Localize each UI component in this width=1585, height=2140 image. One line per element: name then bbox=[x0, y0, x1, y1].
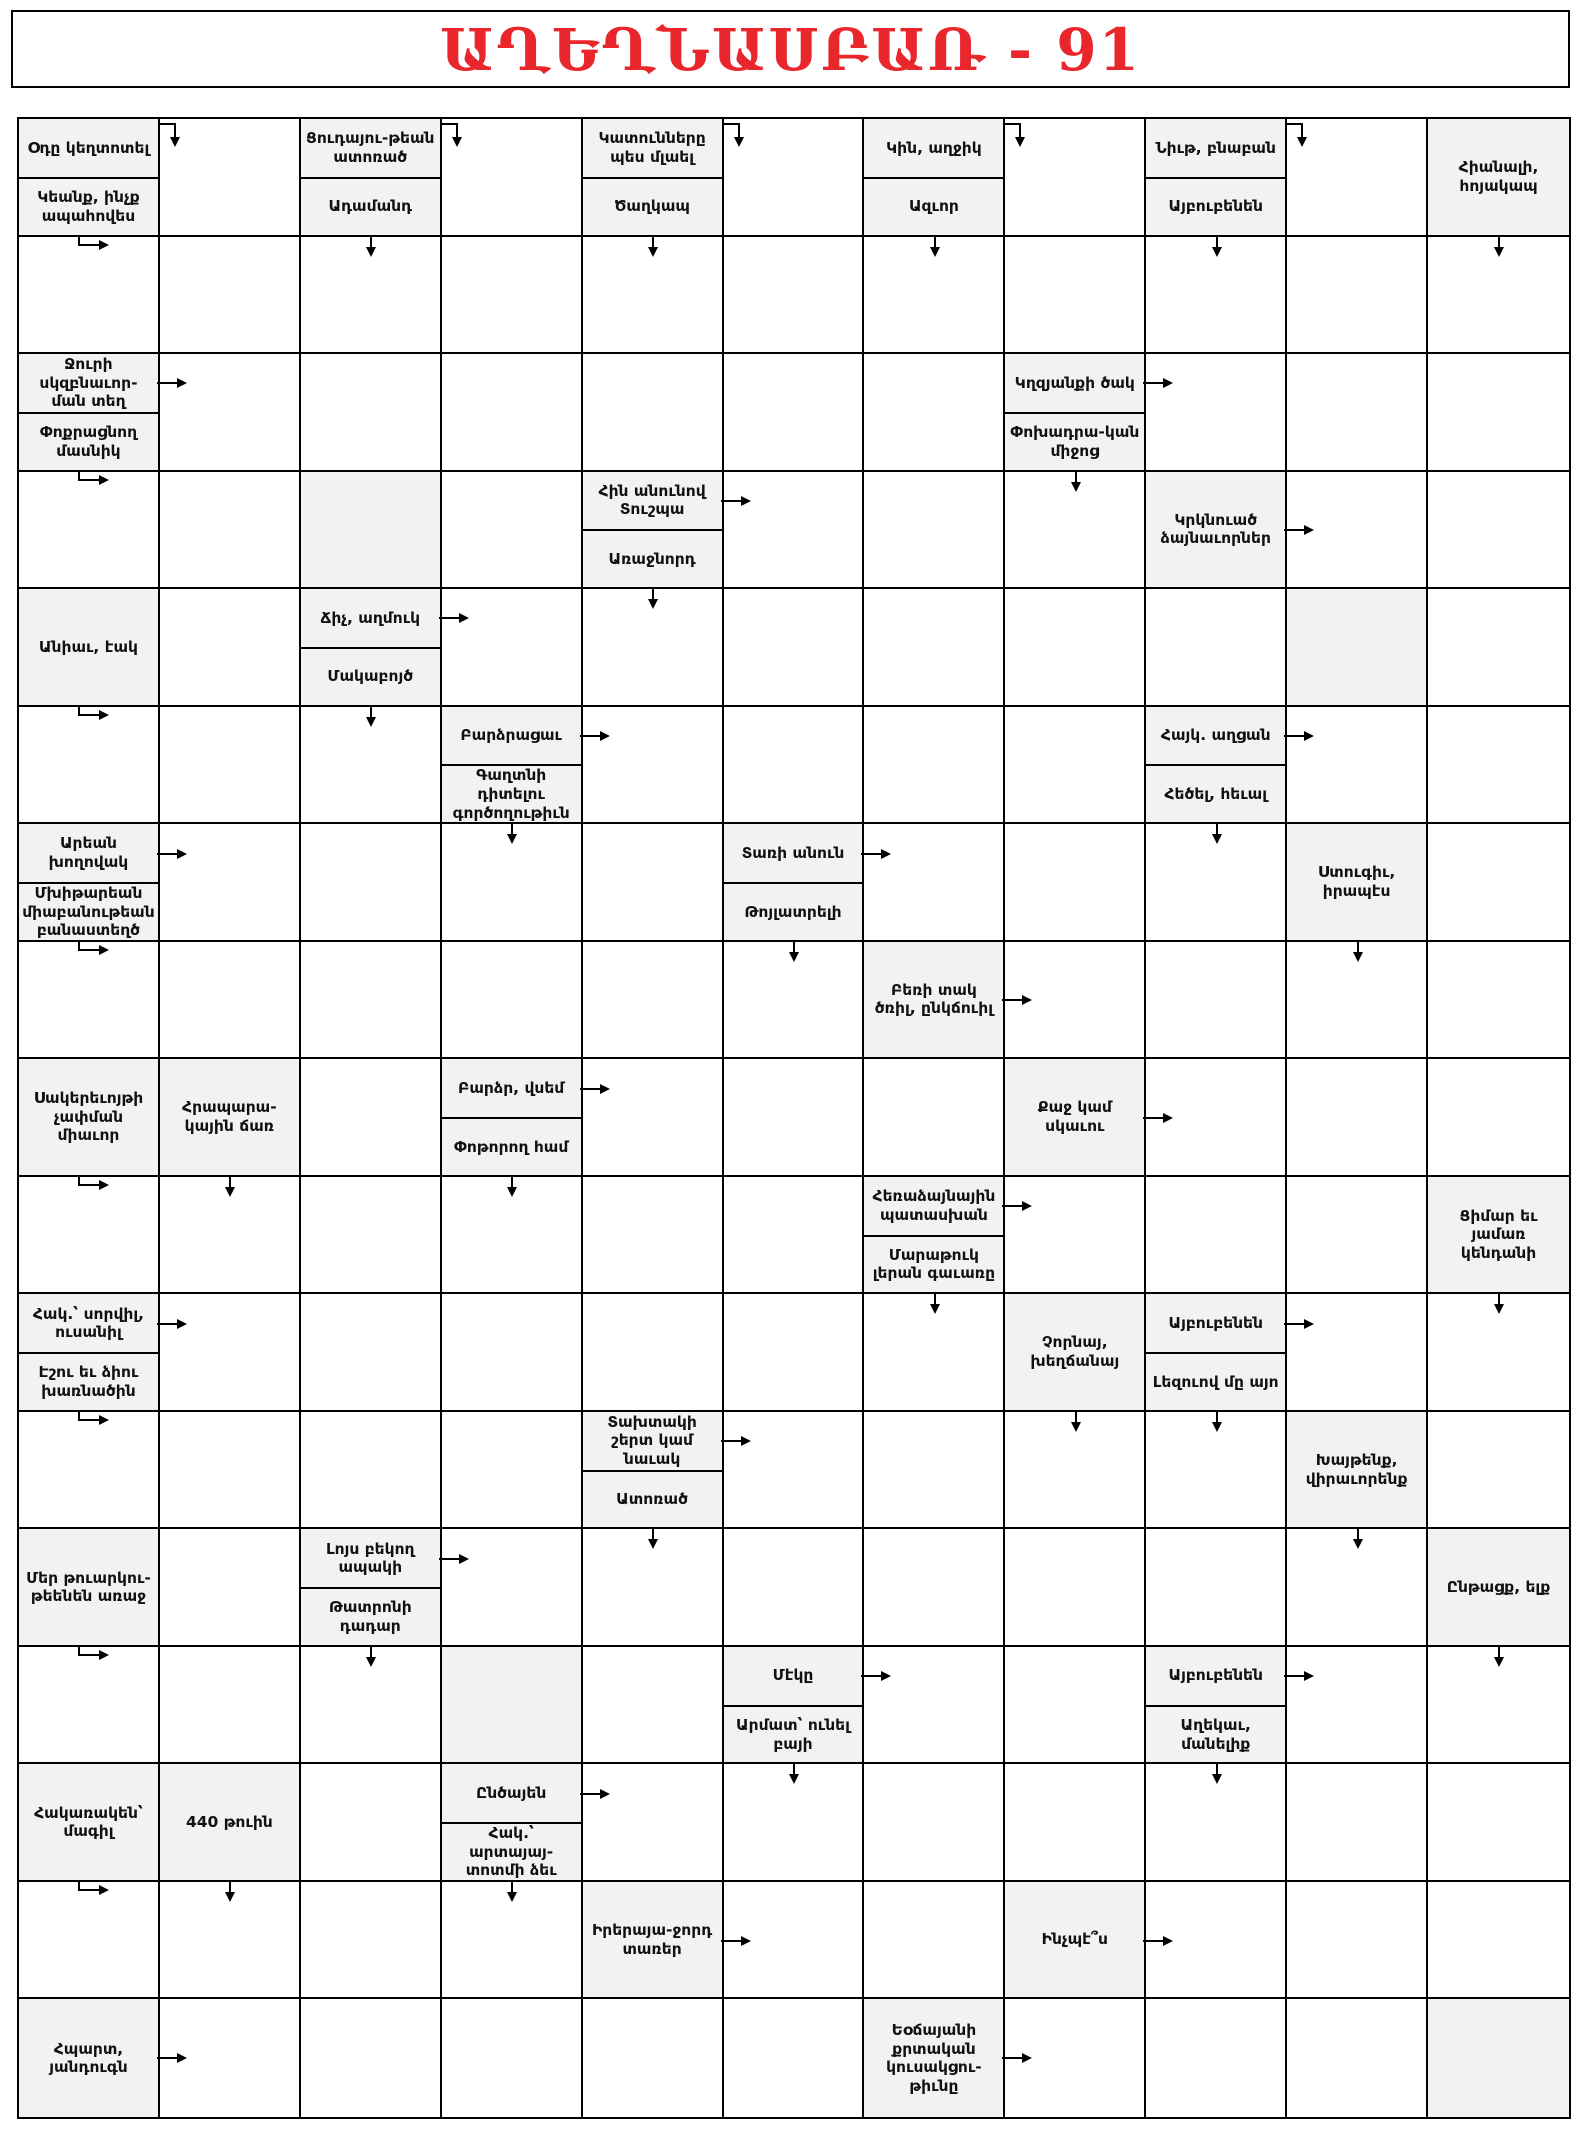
answer-cell[interactable] bbox=[301, 1764, 442, 1882]
answer-cell[interactable] bbox=[1428, 1882, 1569, 2000]
answer-cell[interactable] bbox=[864, 1647, 1005, 1765]
clue-text: Բարձր, վսեմ bbox=[442, 1059, 581, 1117]
answer-cell[interactable] bbox=[1287, 472, 1428, 590]
clue-text: Աղեկաւ, մանելիք bbox=[1146, 1705, 1285, 1763]
clue-cell bbox=[1146, 472, 1287, 590]
answer-cell[interactable] bbox=[583, 354, 724, 472]
answer-cell[interactable] bbox=[442, 1294, 583, 1412]
answer-cell[interactable] bbox=[1428, 1412, 1569, 1530]
clue-cell bbox=[1428, 1529, 1569, 1647]
clue-text: Հայկ. աղցան bbox=[1146, 707, 1285, 765]
clue-text: Հրապարա-կային ճառ bbox=[160, 1059, 299, 1175]
answer-cell[interactable] bbox=[301, 1882, 442, 2000]
answer-cell[interactable] bbox=[442, 119, 583, 237]
clue-text: Կատունները պես մլաել bbox=[583, 119, 722, 177]
clue-text: Եօճայանի քրտական կուսակցու-թիւնը bbox=[864, 1999, 1003, 2117]
answer-cell[interactable] bbox=[1146, 589, 1287, 707]
clue-text: Այբուբենեն bbox=[1146, 1294, 1285, 1352]
answer-cell[interactable] bbox=[301, 1059, 442, 1177]
clue-text: Չորնայ, խեղճանայ bbox=[1005, 1294, 1144, 1410]
clue-text: Ցիմար եւ յամառ կենդանի bbox=[1428, 1177, 1569, 1293]
answer-cell[interactable] bbox=[583, 1529, 724, 1647]
answer-cell[interactable] bbox=[724, 1882, 865, 2000]
answer-cell[interactable] bbox=[1287, 1647, 1428, 1765]
answer-cell[interactable] bbox=[864, 589, 1005, 707]
clue-text: Թոյլատրելի bbox=[724, 882, 863, 940]
answer-cell[interactable] bbox=[19, 237, 160, 355]
blocked-cell bbox=[442, 1647, 583, 1765]
answer-cell[interactable] bbox=[442, 1177, 583, 1295]
answer-cell[interactable] bbox=[160, 824, 301, 942]
answer-cell[interactable] bbox=[1287, 1177, 1428, 1295]
clue-cell bbox=[160, 1764, 301, 1882]
answer-cell[interactable] bbox=[1146, 1059, 1287, 1177]
answer-cell[interactable] bbox=[1287, 119, 1428, 237]
answer-cell[interactable] bbox=[864, 1882, 1005, 2000]
answer-cell[interactable] bbox=[160, 1882, 301, 2000]
answer-cell[interactable] bbox=[1005, 942, 1146, 1060]
clue-text: Գաղտնի դիտելու գործողութիւն bbox=[442, 764, 581, 822]
answer-cell[interactable] bbox=[864, 824, 1005, 942]
answer-cell[interactable] bbox=[442, 824, 583, 942]
answer-cell[interactable] bbox=[160, 354, 301, 472]
answer-cell[interactable] bbox=[1287, 1059, 1428, 1177]
answer-cell[interactable] bbox=[583, 1764, 724, 1882]
answer-cell[interactable] bbox=[1005, 1647, 1146, 1765]
clue-text: Փոխադրա-կան միջոց bbox=[1005, 412, 1144, 470]
clue-cell bbox=[583, 119, 724, 237]
clue-cell bbox=[1428, 1177, 1569, 1295]
clue-text: Մարաթուկ լերան գաւառը bbox=[864, 1235, 1003, 1293]
answer-cell[interactable] bbox=[1146, 1412, 1287, 1530]
answer-cell[interactable] bbox=[1428, 824, 1569, 942]
answer-cell[interactable] bbox=[724, 942, 865, 1060]
answer-cell[interactable] bbox=[864, 472, 1005, 590]
clue-text: Ցուդայու-թեան ատոռած bbox=[301, 119, 440, 177]
answer-cell[interactable] bbox=[864, 1529, 1005, 1647]
answer-cell[interactable] bbox=[724, 1059, 865, 1177]
answer-cell[interactable] bbox=[724, 237, 865, 355]
answer-cell[interactable] bbox=[864, 1294, 1005, 1412]
clue-cell bbox=[583, 472, 724, 590]
clue-text: Քաջ կամ սկաւու bbox=[1005, 1059, 1144, 1175]
clue-text: Կեանք, ինչք ապահովես bbox=[19, 177, 158, 235]
title-box bbox=[11, 10, 1570, 88]
clue-text: Ստուգիւ, իրապէս bbox=[1287, 824, 1426, 940]
clue-text: Ընթացք, ելք bbox=[1428, 1529, 1569, 1645]
blocked-cell bbox=[1428, 1999, 1569, 2117]
answer-cell[interactable] bbox=[160, 942, 301, 1060]
clue-cell bbox=[1005, 1882, 1146, 2000]
answer-cell[interactable] bbox=[864, 237, 1005, 355]
clue-text: Ճիչ, աղմուկ bbox=[301, 589, 440, 647]
answer-cell[interactable] bbox=[160, 472, 301, 590]
clue-cell bbox=[301, 589, 442, 707]
answer-cell[interactable] bbox=[724, 1177, 865, 1295]
answer-cell[interactable] bbox=[160, 1647, 301, 1765]
clue-cell bbox=[442, 1764, 583, 1882]
answer-cell[interactable] bbox=[1005, 1412, 1146, 1530]
answer-cell[interactable] bbox=[19, 707, 160, 825]
puzzle-title: ԱՂԵՂՆԱՍԲԱՌ - 91 bbox=[440, 16, 1141, 84]
answer-cell[interactable] bbox=[1287, 237, 1428, 355]
answer-cell[interactable] bbox=[583, 589, 724, 707]
answer-cell[interactable] bbox=[442, 354, 583, 472]
clue-text: Հեծել, հեւալ bbox=[1146, 764, 1285, 822]
answer-cell[interactable] bbox=[1146, 942, 1287, 1060]
clue-text: Հիանալի, հոյակապ bbox=[1428, 119, 1569, 235]
answer-cell[interactable] bbox=[1428, 354, 1569, 472]
answer-cell[interactable] bbox=[583, 1177, 724, 1295]
answer-cell[interactable] bbox=[864, 1059, 1005, 1177]
clue-text: Հակ.՝ սորվիլ, ուսանիլ bbox=[19, 1294, 158, 1352]
clue-cell bbox=[583, 1882, 724, 2000]
clue-cell bbox=[583, 1412, 724, 1530]
answer-cell[interactable] bbox=[1287, 1764, 1428, 1882]
answer-cell[interactable] bbox=[583, 1059, 724, 1177]
clue-text: Լեզուով մը այո bbox=[1146, 1352, 1285, 1410]
clue-cell bbox=[19, 589, 160, 707]
answer-cell[interactable] bbox=[1146, 1529, 1287, 1647]
answer-cell[interactable] bbox=[301, 1294, 442, 1412]
answer-cell[interactable] bbox=[160, 119, 301, 237]
clue-cell bbox=[1287, 1412, 1428, 1530]
answer-cell[interactable] bbox=[1005, 119, 1146, 237]
answer-cell[interactable] bbox=[301, 824, 442, 942]
clue-text: Օդը կեղտոտել bbox=[19, 119, 158, 177]
answer-cell[interactable] bbox=[1428, 1764, 1569, 1882]
answer-cell[interactable] bbox=[160, 1529, 301, 1647]
answer-cell[interactable] bbox=[160, 1294, 301, 1412]
clue-cell bbox=[442, 707, 583, 825]
clue-cell bbox=[19, 1764, 160, 1882]
answer-cell[interactable] bbox=[19, 1412, 160, 1530]
answer-cell[interactable] bbox=[301, 1647, 442, 1765]
answer-cell[interactable] bbox=[724, 354, 865, 472]
answer-cell[interactable] bbox=[724, 1764, 865, 1882]
clue-cell bbox=[1005, 354, 1146, 472]
clue-text: Կին, աղջիկ bbox=[864, 119, 1003, 177]
answer-cell[interactable] bbox=[1005, 472, 1146, 590]
clue-text: Հեռաձայնային պատասխան bbox=[864, 1177, 1003, 1235]
clue-text: Լոյս բեկող ապակի bbox=[301, 1529, 440, 1587]
clue-cell bbox=[19, 824, 160, 942]
answer-cell[interactable] bbox=[1146, 1764, 1287, 1882]
clue-text: Մէկը bbox=[724, 1647, 863, 1705]
blocked-cell bbox=[301, 472, 442, 590]
clue-cell bbox=[19, 1294, 160, 1412]
answer-cell[interactable] bbox=[724, 119, 865, 237]
clue-cell bbox=[1287, 824, 1428, 942]
answer-cell[interactable] bbox=[160, 237, 301, 355]
clue-cell bbox=[19, 1999, 160, 2117]
answer-cell[interactable] bbox=[583, 1999, 724, 2117]
answer-cell[interactable] bbox=[1005, 1529, 1146, 1647]
clue-text: Ջուրի սկզբնաւոր-ման տեղ bbox=[19, 354, 158, 412]
answer-cell[interactable] bbox=[864, 354, 1005, 472]
clue-text: Արեան խողովակ bbox=[19, 824, 158, 882]
answer-cell[interactable] bbox=[1146, 1177, 1287, 1295]
answer-cell[interactable] bbox=[301, 1412, 442, 1530]
answer-cell[interactable] bbox=[19, 1177, 160, 1295]
answer-cell[interactable] bbox=[864, 1412, 1005, 1530]
clue-cell bbox=[1428, 119, 1569, 237]
answer-cell[interactable] bbox=[442, 1529, 583, 1647]
answer-cell[interactable] bbox=[1428, 237, 1569, 355]
clue-cell bbox=[301, 119, 442, 237]
answer-cell[interactable] bbox=[1146, 1882, 1287, 2000]
answer-cell[interactable] bbox=[442, 942, 583, 1060]
answer-cell[interactable] bbox=[301, 237, 442, 355]
answer-cell[interactable] bbox=[583, 1294, 724, 1412]
clue-text: Ծաղկապ bbox=[583, 177, 722, 235]
clue-text: Ատոռած bbox=[583, 1470, 722, 1528]
clue-cell bbox=[1146, 119, 1287, 237]
answer-cell[interactable] bbox=[160, 1412, 301, 1530]
clue-text: Նիւթ, բնաբան bbox=[1146, 119, 1285, 177]
clue-cell bbox=[864, 1999, 1005, 2117]
clue-text: Հին անունով Տուշպա bbox=[583, 472, 722, 530]
answer-cell[interactable] bbox=[19, 942, 160, 1060]
answer-cell[interactable] bbox=[19, 1882, 160, 2000]
crossword-grid bbox=[17, 117, 1571, 2119]
answer-cell[interactable] bbox=[1146, 1999, 1287, 2117]
clue-text: Առաջնորդ bbox=[583, 529, 722, 587]
answer-cell[interactable] bbox=[864, 1764, 1005, 1882]
answer-cell[interactable] bbox=[301, 942, 442, 1060]
clue-text: 440 թուին bbox=[160, 1764, 299, 1880]
answer-cell[interactable] bbox=[1287, 1999, 1428, 2117]
clue-text: Ինչպէ՞ս bbox=[1005, 1882, 1144, 1998]
answer-cell[interactable] bbox=[1287, 1882, 1428, 2000]
clue-text: Կղզյանքի ծակ bbox=[1005, 354, 1144, 412]
answer-cell[interactable] bbox=[583, 1647, 724, 1765]
answer-cell[interactable] bbox=[1287, 707, 1428, 825]
clue-cell bbox=[864, 942, 1005, 1060]
answer-cell[interactable] bbox=[160, 589, 301, 707]
clue-text: Արմատ՝ ունել բայի bbox=[724, 1705, 863, 1763]
clue-text: Այբուբենեն bbox=[1146, 1647, 1285, 1705]
answer-cell[interactable] bbox=[1428, 942, 1569, 1060]
answer-cell[interactable] bbox=[160, 1177, 301, 1295]
clue-cell bbox=[1146, 1647, 1287, 1765]
clue-text: Իրերայա-ջորդ տառեր bbox=[583, 1882, 722, 1998]
clue-text: Հակառակեն՝ մագիլ bbox=[19, 1764, 158, 1880]
clue-cell bbox=[19, 1529, 160, 1647]
clue-text: Տախտակի շերտ կամ նաւակ bbox=[583, 1412, 722, 1470]
answer-cell[interactable] bbox=[1005, 1764, 1146, 1882]
answer-cell[interactable] bbox=[1428, 1294, 1569, 1412]
answer-cell[interactable] bbox=[1428, 1059, 1569, 1177]
answer-cell[interactable] bbox=[1005, 1177, 1146, 1295]
answer-cell[interactable] bbox=[19, 472, 160, 590]
clue-text: Էշու եւ ձիու խառնածին bbox=[19, 1352, 158, 1410]
answer-cell[interactable] bbox=[724, 1529, 865, 1647]
blocked-cell bbox=[1287, 589, 1428, 707]
clue-text: Խայթենք, վիրաւորենք bbox=[1287, 1412, 1426, 1528]
clue-cell bbox=[1005, 1059, 1146, 1177]
answer-cell[interactable] bbox=[1287, 1294, 1428, 1412]
clue-cell bbox=[442, 1059, 583, 1177]
clue-cell bbox=[724, 1647, 865, 1765]
clue-text: Հակ.՝ արտայայ-տոտմի ձեւ bbox=[442, 1822, 581, 1880]
answer-cell[interactable] bbox=[1428, 1647, 1569, 1765]
clue-cell bbox=[19, 1059, 160, 1177]
clue-text: Սակերեւոյթի չափման միաւոր bbox=[19, 1059, 158, 1175]
answer-cell[interactable] bbox=[724, 472, 865, 590]
clue-text: Հպարտ, յանդուգն bbox=[19, 1999, 158, 2117]
answer-cell[interactable] bbox=[442, 1882, 583, 2000]
answer-cell[interactable] bbox=[160, 1999, 301, 2117]
answer-cell[interactable] bbox=[583, 942, 724, 1060]
clue-text: Մեր թուարկու-թեենեն առաջ bbox=[19, 1529, 158, 1645]
answer-cell[interactable] bbox=[1287, 1529, 1428, 1647]
answer-cell[interactable] bbox=[864, 707, 1005, 825]
answer-cell[interactable] bbox=[1287, 942, 1428, 1060]
answer-cell[interactable] bbox=[1005, 589, 1146, 707]
clue-text: Ազւոր bbox=[864, 177, 1003, 235]
clue-cell bbox=[1146, 1294, 1287, 1412]
answer-cell[interactable] bbox=[301, 354, 442, 472]
clue-text: Ընծայեն bbox=[442, 1764, 581, 1822]
answer-cell[interactable] bbox=[724, 589, 865, 707]
answer-cell[interactable] bbox=[160, 707, 301, 825]
answer-cell[interactable] bbox=[724, 1294, 865, 1412]
answer-cell[interactable] bbox=[583, 707, 724, 825]
answer-cell[interactable] bbox=[442, 1999, 583, 2117]
answer-cell[interactable] bbox=[1146, 824, 1287, 942]
clue-text: Անիաւ, էակ bbox=[19, 589, 158, 705]
answer-cell[interactable] bbox=[442, 237, 583, 355]
clue-text: Փոթորող համ bbox=[442, 1117, 581, 1175]
clue-text: Տառի անուն bbox=[724, 824, 863, 882]
clue-text: Բարձրացաւ bbox=[442, 707, 581, 765]
answer-cell[interactable] bbox=[724, 707, 865, 825]
answer-cell[interactable] bbox=[19, 1647, 160, 1765]
clue-cell bbox=[864, 1177, 1005, 1295]
answer-cell[interactable] bbox=[301, 1999, 442, 2117]
answer-cell[interactable] bbox=[442, 1412, 583, 1530]
answer-cell[interactable] bbox=[1287, 354, 1428, 472]
answer-cell[interactable] bbox=[1146, 237, 1287, 355]
clue-text: Բեռի տակ ծռիլ, ընկճուիլ bbox=[864, 942, 1003, 1058]
clue-cell bbox=[19, 354, 160, 472]
answer-cell[interactable] bbox=[1428, 707, 1569, 825]
answer-cell[interactable] bbox=[1428, 472, 1569, 590]
clue-text: Թատրոնի դադար bbox=[301, 1587, 440, 1645]
answer-cell[interactable] bbox=[301, 1177, 442, 1295]
answer-cell[interactable] bbox=[442, 589, 583, 707]
answer-cell[interactable] bbox=[583, 824, 724, 942]
answer-cell[interactable] bbox=[583, 237, 724, 355]
clue-cell bbox=[1146, 707, 1287, 825]
answer-cell[interactable] bbox=[1005, 824, 1146, 942]
answer-cell[interactable] bbox=[1005, 707, 1146, 825]
clue-text: Ադամանդ bbox=[301, 177, 440, 235]
answer-cell[interactable] bbox=[724, 1412, 865, 1530]
answer-cell[interactable] bbox=[1005, 1999, 1146, 2117]
clue-cell bbox=[724, 824, 865, 942]
clue-cell bbox=[1005, 1294, 1146, 1412]
clue-cell bbox=[301, 1529, 442, 1647]
answer-cell[interactable] bbox=[301, 707, 442, 825]
clue-text: Փոքրացնող մասնիկ bbox=[19, 412, 158, 470]
clue-text: Մխիթարեան միաբանութեան բանաստեղծ bbox=[19, 882, 158, 940]
clue-cell bbox=[160, 1059, 301, 1177]
answer-cell[interactable] bbox=[442, 472, 583, 590]
clue-text: Այբուբենեն bbox=[1146, 177, 1285, 235]
answer-cell[interactable] bbox=[1005, 237, 1146, 355]
clue-text: Մակաբոյծ bbox=[301, 647, 440, 705]
answer-cell[interactable] bbox=[1146, 354, 1287, 472]
clue-text: Կրկնուած ձայնաւորներ bbox=[1146, 472, 1285, 588]
answer-cell[interactable] bbox=[724, 1999, 865, 2117]
answer-cell[interactable] bbox=[1428, 589, 1569, 707]
clue-cell bbox=[864, 119, 1005, 237]
clue-cell bbox=[19, 119, 160, 237]
